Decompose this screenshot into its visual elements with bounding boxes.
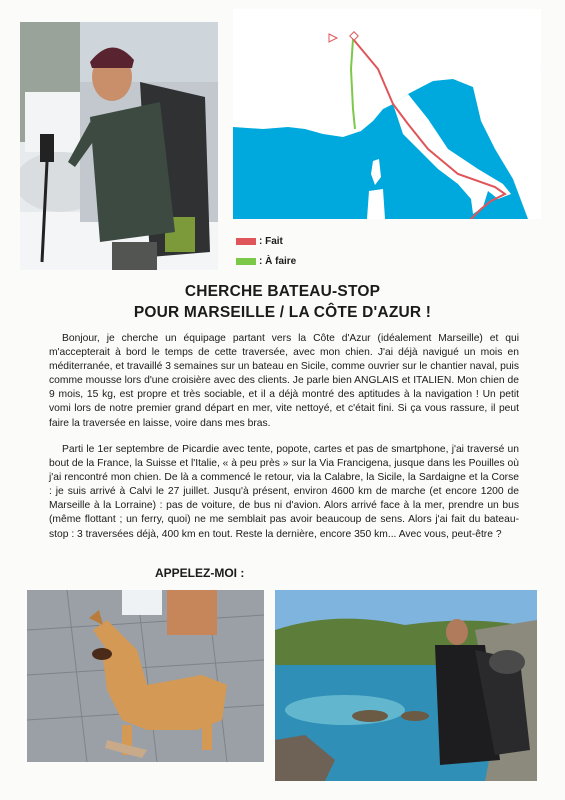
route-map [233,9,541,219]
todo-swatch [236,258,256,265]
legend-todo [236,256,296,267]
headline-line-2: POUR MARSEILLE / LA CÔTE D'AZUR ! [133,304,432,321]
call-me-label: APPELEZ-MOI : [155,566,245,580]
done-swatch [236,238,256,245]
legend-todo-label: : À faire [259,256,297,267]
dog-photo [27,590,264,762]
hiker-photo [20,22,218,270]
headline-line-1: CHERCHE BATEAU-STOP [184,283,381,300]
body-paragraph-1: Bonjour, je cherche un équipage partant vers la Côte d'Azur (idéalement Marseille) et qui m'accepterait à bord le temps de cette traversée, avec mon chien. J'ai déjà navigué un mois en méditerranée, et travaillé 3 semaines sur un bateau en Sicile, comme ouvrier sur le chantier naval, puis comme mousse lors d'une croisière avec des clients. Je parle bien ANGLAIS et ITALIEN. Mon chien de 9 mois, 15 kg, est propre et très sociable, et il a déjà montré des aptitudes à la navigation ! Un petit vomi lors de notre premier grand départ en mer, vite nettoyé, et c'était fini. Si ça vous rassure, il peut faire la traversée en laisse, voire dans mes bras. [49,333,519,429]
legend-done-label: : Fait [259,236,283,247]
seaside-photo [275,590,537,781]
body-paragraph-2: Parti le 1er septembre de Picardie avec tente, popote, cartes et pas de smartphone, j'ai traversé un bout de la France, la Suisse et l'Italie, « à peu près » sur la Via Francigena, jusque dans les Pouilles où j'ai rencontré mon chien. De là a commencé le retour, via la Calabre, la Sicile, la Sardaigne et la Corse : je suis arrivé à Calvi le 27 juillet. Jusqu'à présent, environ 4600 km de marche (et encore 1200 de Marseille à la Lorraine) : pas de voiture, de bus ni d'avion. Alors arrivé face à la mer, prendre un bus (même flottant ; un ferry, quoi) ne me semblait pas avoir beaucoup de sens. Alors j'ai fait du bateau-stop : 3 traversées déjà, 400 km en tout. Reste la dernière, encore 350 km... Avec vous, peut-être ? [49,444,519,540]
legend-done [236,236,283,247]
